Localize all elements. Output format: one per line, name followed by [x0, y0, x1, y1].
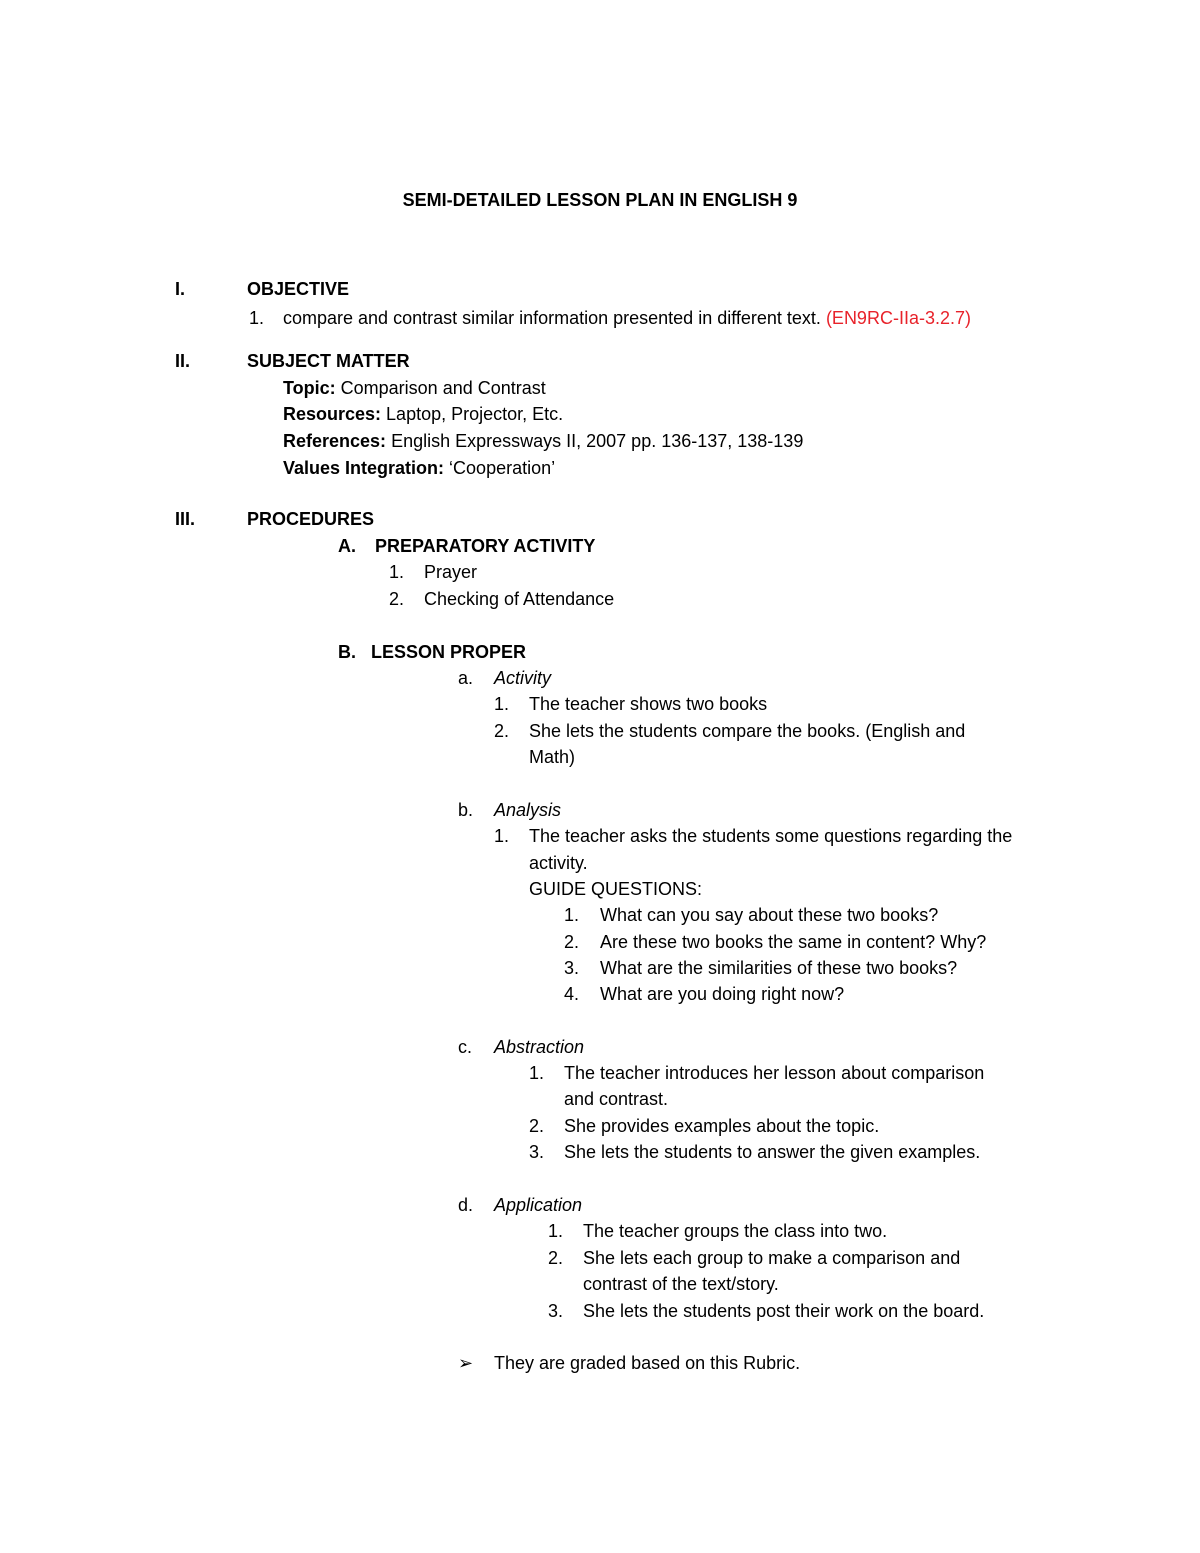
objective-text: [283, 306, 971, 330]
section-heading: OBJECTIVE: [247, 279, 350, 299]
part-letter: c.: [458, 1037, 473, 1057]
list-item-continued: and contrast.: [564, 1089, 669, 1109]
part-heading: Analysis: [494, 800, 562, 820]
section-heading: SUBJECT MATTER: [247, 351, 410, 371]
part-heading: Activity: [494, 668, 552, 688]
competency-code: (EN9RC-IIa-3.2.7): [825, 308, 971, 328]
list-item: She lets the students post their work on the board.: [583, 1301, 985, 1321]
list-item: She lets each group to make a comparison and: [583, 1248, 961, 1268]
section-numeral: I.: [175, 279, 186, 299]
list-item: The teacher groups the class into two.: [583, 1221, 888, 1241]
field-values-integration: [283, 456, 555, 480]
section-numeral: III.: [175, 509, 196, 529]
list-number: 1.: [494, 694, 510, 714]
part-letter: b.: [458, 800, 474, 820]
list-item: Checking of Attendance: [424, 589, 615, 609]
guide-question: What are you doing right now?: [600, 984, 845, 1004]
subsection-letter: B.: [338, 642, 356, 662]
field-topic: [283, 376, 546, 400]
field-resources: [283, 402, 563, 426]
field-value: Comparison and Contrast: [335, 378, 546, 398]
list-number: 1.: [389, 562, 405, 582]
list-number: 2.: [494, 721, 510, 741]
arrow-bullet-icon: ➢: [458, 1353, 474, 1373]
list-number: 2.: [529, 1116, 545, 1136]
list-number: 1.: [529, 1063, 545, 1083]
list-number: 3.: [564, 958, 580, 978]
list-item: The teacher shows two books: [529, 694, 768, 714]
list-item-continued: Math): [529, 747, 576, 767]
field-label: References:: [283, 431, 387, 451]
list-item: The teacher asks the students some questions regarding the: [529, 826, 1013, 846]
part-letter: d.: [458, 1195, 474, 1215]
rubric-note: They are graded based on this Rubric.: [494, 1353, 801, 1373]
guide-question: What are the similarities of these two books?: [600, 958, 958, 978]
section-heading: PROCEDURES: [247, 509, 375, 529]
list-item: Prayer: [424, 562, 478, 582]
guide-question: What can you say about these two books?: [600, 905, 939, 925]
list-number: 2.: [548, 1248, 564, 1268]
field-label: Values Integration:: [283, 458, 445, 478]
part-heading: Application: [494, 1195, 583, 1215]
part-heading: Abstraction: [494, 1037, 585, 1057]
field-references: [283, 429, 803, 453]
list-item-continued: activity.: [529, 853, 588, 873]
field-label: Resources:: [283, 404, 382, 424]
list-item-continued: contrast of the text/story.: [583, 1274, 779, 1294]
guide-question: Are these two books the same in content? Why?: [600, 932, 987, 952]
list-number: 2.: [564, 932, 580, 952]
section-numeral: II.: [175, 351, 191, 371]
list-number: 3.: [548, 1301, 564, 1321]
objective-text-body: compare and contrast similar information presented in different text.: [283, 308, 826, 328]
field-value: ‘Cooperation’: [444, 458, 556, 478]
list-item: She lets the students compare the books. (English and: [529, 721, 966, 741]
field-value: English Expressways II, 2007 pp. 136-137, 138-139: [386, 431, 804, 451]
page-title: SEMI-DETAILED LESSON PLAN IN ENGLISH 9: [402, 190, 798, 210]
field-value: Laptop, Projector, Etc.: [381, 404, 564, 424]
list-number: 1.: [548, 1221, 564, 1241]
list-item: She lets the students to answer the given examples.: [564, 1142, 981, 1162]
part-letter: a.: [458, 668, 474, 688]
field-label: Topic:: [283, 378, 336, 398]
list-item: The teacher introduces her lesson about comparison: [564, 1063, 985, 1083]
list-item: She provides examples about the topic.: [564, 1116, 880, 1136]
list-number: 1.: [564, 905, 580, 925]
subsection-heading: PREPARATORY ACTIVITY: [375, 536, 596, 556]
subsection-letter: A.: [338, 536, 356, 556]
list-number: 1.: [494, 826, 510, 846]
list-number: 4.: [564, 984, 580, 1004]
guide-questions-label: GUIDE QUESTIONS:: [529, 879, 703, 899]
list-number: 2.: [389, 589, 405, 609]
list-number: 3.: [529, 1142, 545, 1162]
subsection-heading: LESSON PROPER: [371, 642, 527, 662]
list-number: 1.: [249, 308, 265, 328]
